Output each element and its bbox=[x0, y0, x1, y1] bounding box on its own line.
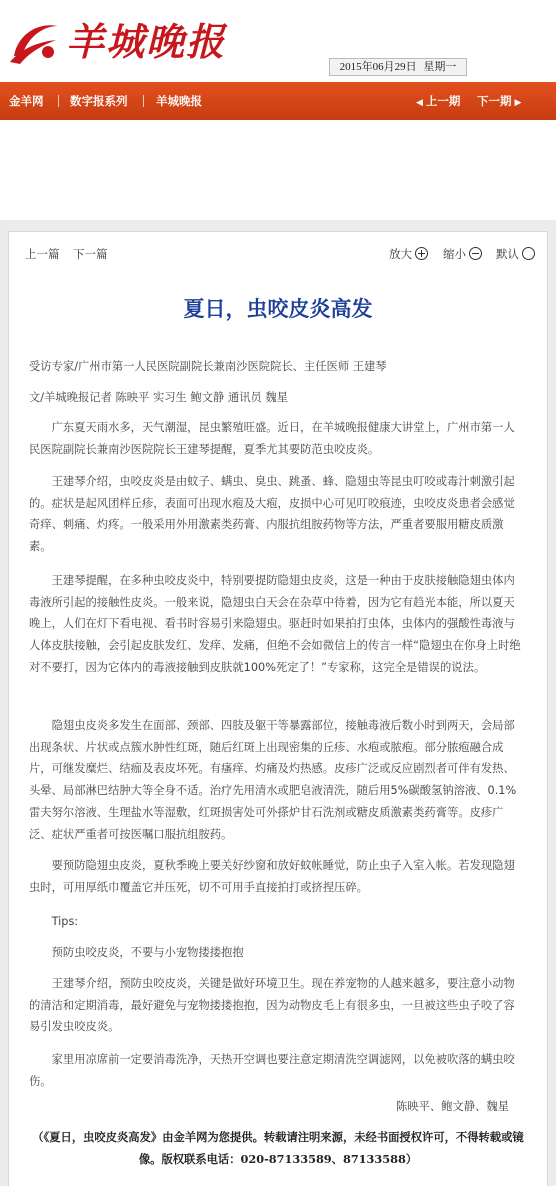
nav-divider bbox=[143, 95, 144, 107]
issue-date-text: 2015年06月29日 bbox=[339, 61, 417, 73]
tips-heading: 预防虫咬皮炎，不要与小宠物搂搂抱抱 bbox=[51, 946, 244, 959]
nav-divider bbox=[58, 95, 59, 107]
issue-weekday: 星期一 bbox=[423, 61, 457, 73]
article-paragraph: 王建琴提醒，在多种虫咬皮炎中，特别要提防隐翅虫皮炎，这是一种由于皮肤接触隐翅虫体内毒液所引起的接触性皮炎。一般来说，隐翅虫白天会在杂草中待着，因为它有趋光本能，所以夏天晚上，人们在灯下看电视、看书时容易引来隐翅虫。驱赶时如果拍打虫体，虫体内的强酸性毒液与人体皮肤接触，会引起皮肤发红、发痒、发痛，但绝不会如微信上的传言一样“隐翅虫在你身上时绝对不要打，因为它体内的毒液接触到皮肤就100%死定了！”专家称，这完全是错误的说法。 bbox=[29, 574, 521, 674]
nav-item-jinyang[interactable]: 金羊网 bbox=[9, 94, 44, 108]
copyright-line: （《夏日，虫咬皮炎高发》由金羊网为您提供。转载请注明来源，未经书面授权许可，不得转载或镜 bbox=[32, 1130, 524, 1144]
zoom-out-label: 缩小 bbox=[443, 247, 466, 261]
article-title: 夏日，虫咬皮炎高发 bbox=[183, 297, 373, 321]
next-issue-link[interactable] bbox=[477, 82, 521, 122]
article-paragraph: 王建琴介绍，虫咬皮炎是由蚊子、螨虫、臭虫、跳蚤、蜂、隐翅虫等昆虫叮咬或毒汁刺激引起的。症状是起风团样丘疹，表面可出现水疱及大疱，皮损中心可见叮咬痕迹，虫咬皮炎患者会感觉奇痒、刺痛、灼疼。一般采用外用激素类药膏、内服抗组胺药物等方法，严重者要服用糖皮质激素。 bbox=[29, 475, 515, 554]
prev-article-link[interactable]: 上一篇 bbox=[25, 247, 60, 261]
article-paragraph: 要预防隐翅虫皮炎，夏秋季晚上要关好纱窗和放好蚊帐睡觉，防止虫子入室入帐。若发现隐翅虫时，可用厚纸巾覆盖它并压死，切不可用手直接拍打或挤捏压碎。 bbox=[29, 859, 515, 894]
zoom-in-button[interactable] bbox=[389, 244, 428, 264]
circle-icon bbox=[522, 247, 535, 260]
tips-label: Tips: bbox=[51, 915, 79, 928]
tips-paragraph: 家里用凉席前一定要消毒洗净，天热开空调也要注意定期清洗空调滤网，以免被吹落的螨虫咬伤。 bbox=[29, 1053, 515, 1088]
top-navbar bbox=[0, 82, 556, 120]
minus-circle-icon bbox=[469, 247, 482, 260]
article-panel bbox=[8, 231, 548, 1186]
default-size-label: 默认 bbox=[496, 247, 519, 261]
article-paragraph: 广东夏天雨水多，天气潮湿，昆虫繁殖旺盛。近日，在羊城晚报健康大讲堂上，广州市第一人民医院副院长兼南沙医院院长王建琴提醒，夏季尤其要防范虫咬皮炎。 bbox=[29, 421, 515, 456]
article-paragraph: 隐翅虫皮炎多发生在面部、颈部、四肢及躯干等暴露部位，接触毒液后数小时到两天，会局部出现条状、片状或点簇水肿性红斑，随后红斑上出现密集的丘疹、水疱或脓疱。部分脓疱融合成片，可继发糜烂、结痂及表皮坏死。有瘙痒、灼痛及灼热感。皮疹广泛或反应剧烈者可伴有发热、头晕、局部淋巴结肿大等全身不适。治疗先用清水或肥皂液清洗，随后用5%碳酸氢钠溶液、0.1%雷夫努尔溶液、生理盐水等湿敷，红斑损害处可外搽炉甘石洗剂或糖皮质激素类药膏等。皮疹广泛、症状严重者可按医嘱口服抗组胺药。 bbox=[29, 719, 517, 841]
next-issue-label: 下一期 bbox=[477, 94, 512, 108]
prev-issue-link[interactable] bbox=[416, 82, 460, 122]
copyright-line: 像。版权联系电话：020-87133589、87133588） bbox=[138, 1152, 418, 1166]
masthead bbox=[0, 0, 556, 82]
next-article-link[interactable]: 下一篇 bbox=[73, 247, 108, 261]
zoom-in-label: 放大 bbox=[389, 247, 412, 261]
copyright-notice bbox=[0, 1126, 556, 1170]
plus-circle-icon bbox=[415, 247, 428, 260]
arrow-left-icon: ◀ bbox=[416, 98, 423, 108]
nav-item-digital-series[interactable]: 数字报系列 bbox=[70, 94, 128, 108]
site-logo[interactable] bbox=[8, 14, 228, 70]
logo-swirl-icon bbox=[8, 16, 64, 68]
issue-date bbox=[329, 58, 467, 76]
article-byline: 陈映平、鲍文静、魏星 bbox=[396, 1100, 509, 1113]
prev-issue-label: 上一期 bbox=[425, 94, 461, 108]
ad-band bbox=[0, 120, 556, 220]
zoom-out-button[interactable] bbox=[443, 244, 482, 264]
article-credits: 文/羊城晚报记者 陈映平 实习生 鲍文静 通讯员 魏星 bbox=[29, 391, 288, 404]
article-toolbar bbox=[9, 244, 547, 264]
nav-item-ycwb[interactable]: 羊城晚报 bbox=[156, 94, 202, 108]
logo-text: 羊城晚报 bbox=[66, 19, 227, 64]
default-size-button[interactable] bbox=[496, 244, 535, 264]
article-expert: 受访专家/广州市第一人民医院副院长兼南沙医院院长、主任医师 王建琴 bbox=[29, 360, 387, 373]
arrow-right-icon: ▶ bbox=[514, 98, 522, 108]
tips-paragraph: 王建琴介绍，预防虫咬皮炎，关键是做好环境卫生。现在养宠物的人越来越多，要注意小动物的清洁和定期消毒，最好避免与宠物搂搂抱抱，因为动物皮毛上有很多虫，一旦被这些虫子咬了容易引发虫咬皮炎。 bbox=[29, 977, 515, 1034]
